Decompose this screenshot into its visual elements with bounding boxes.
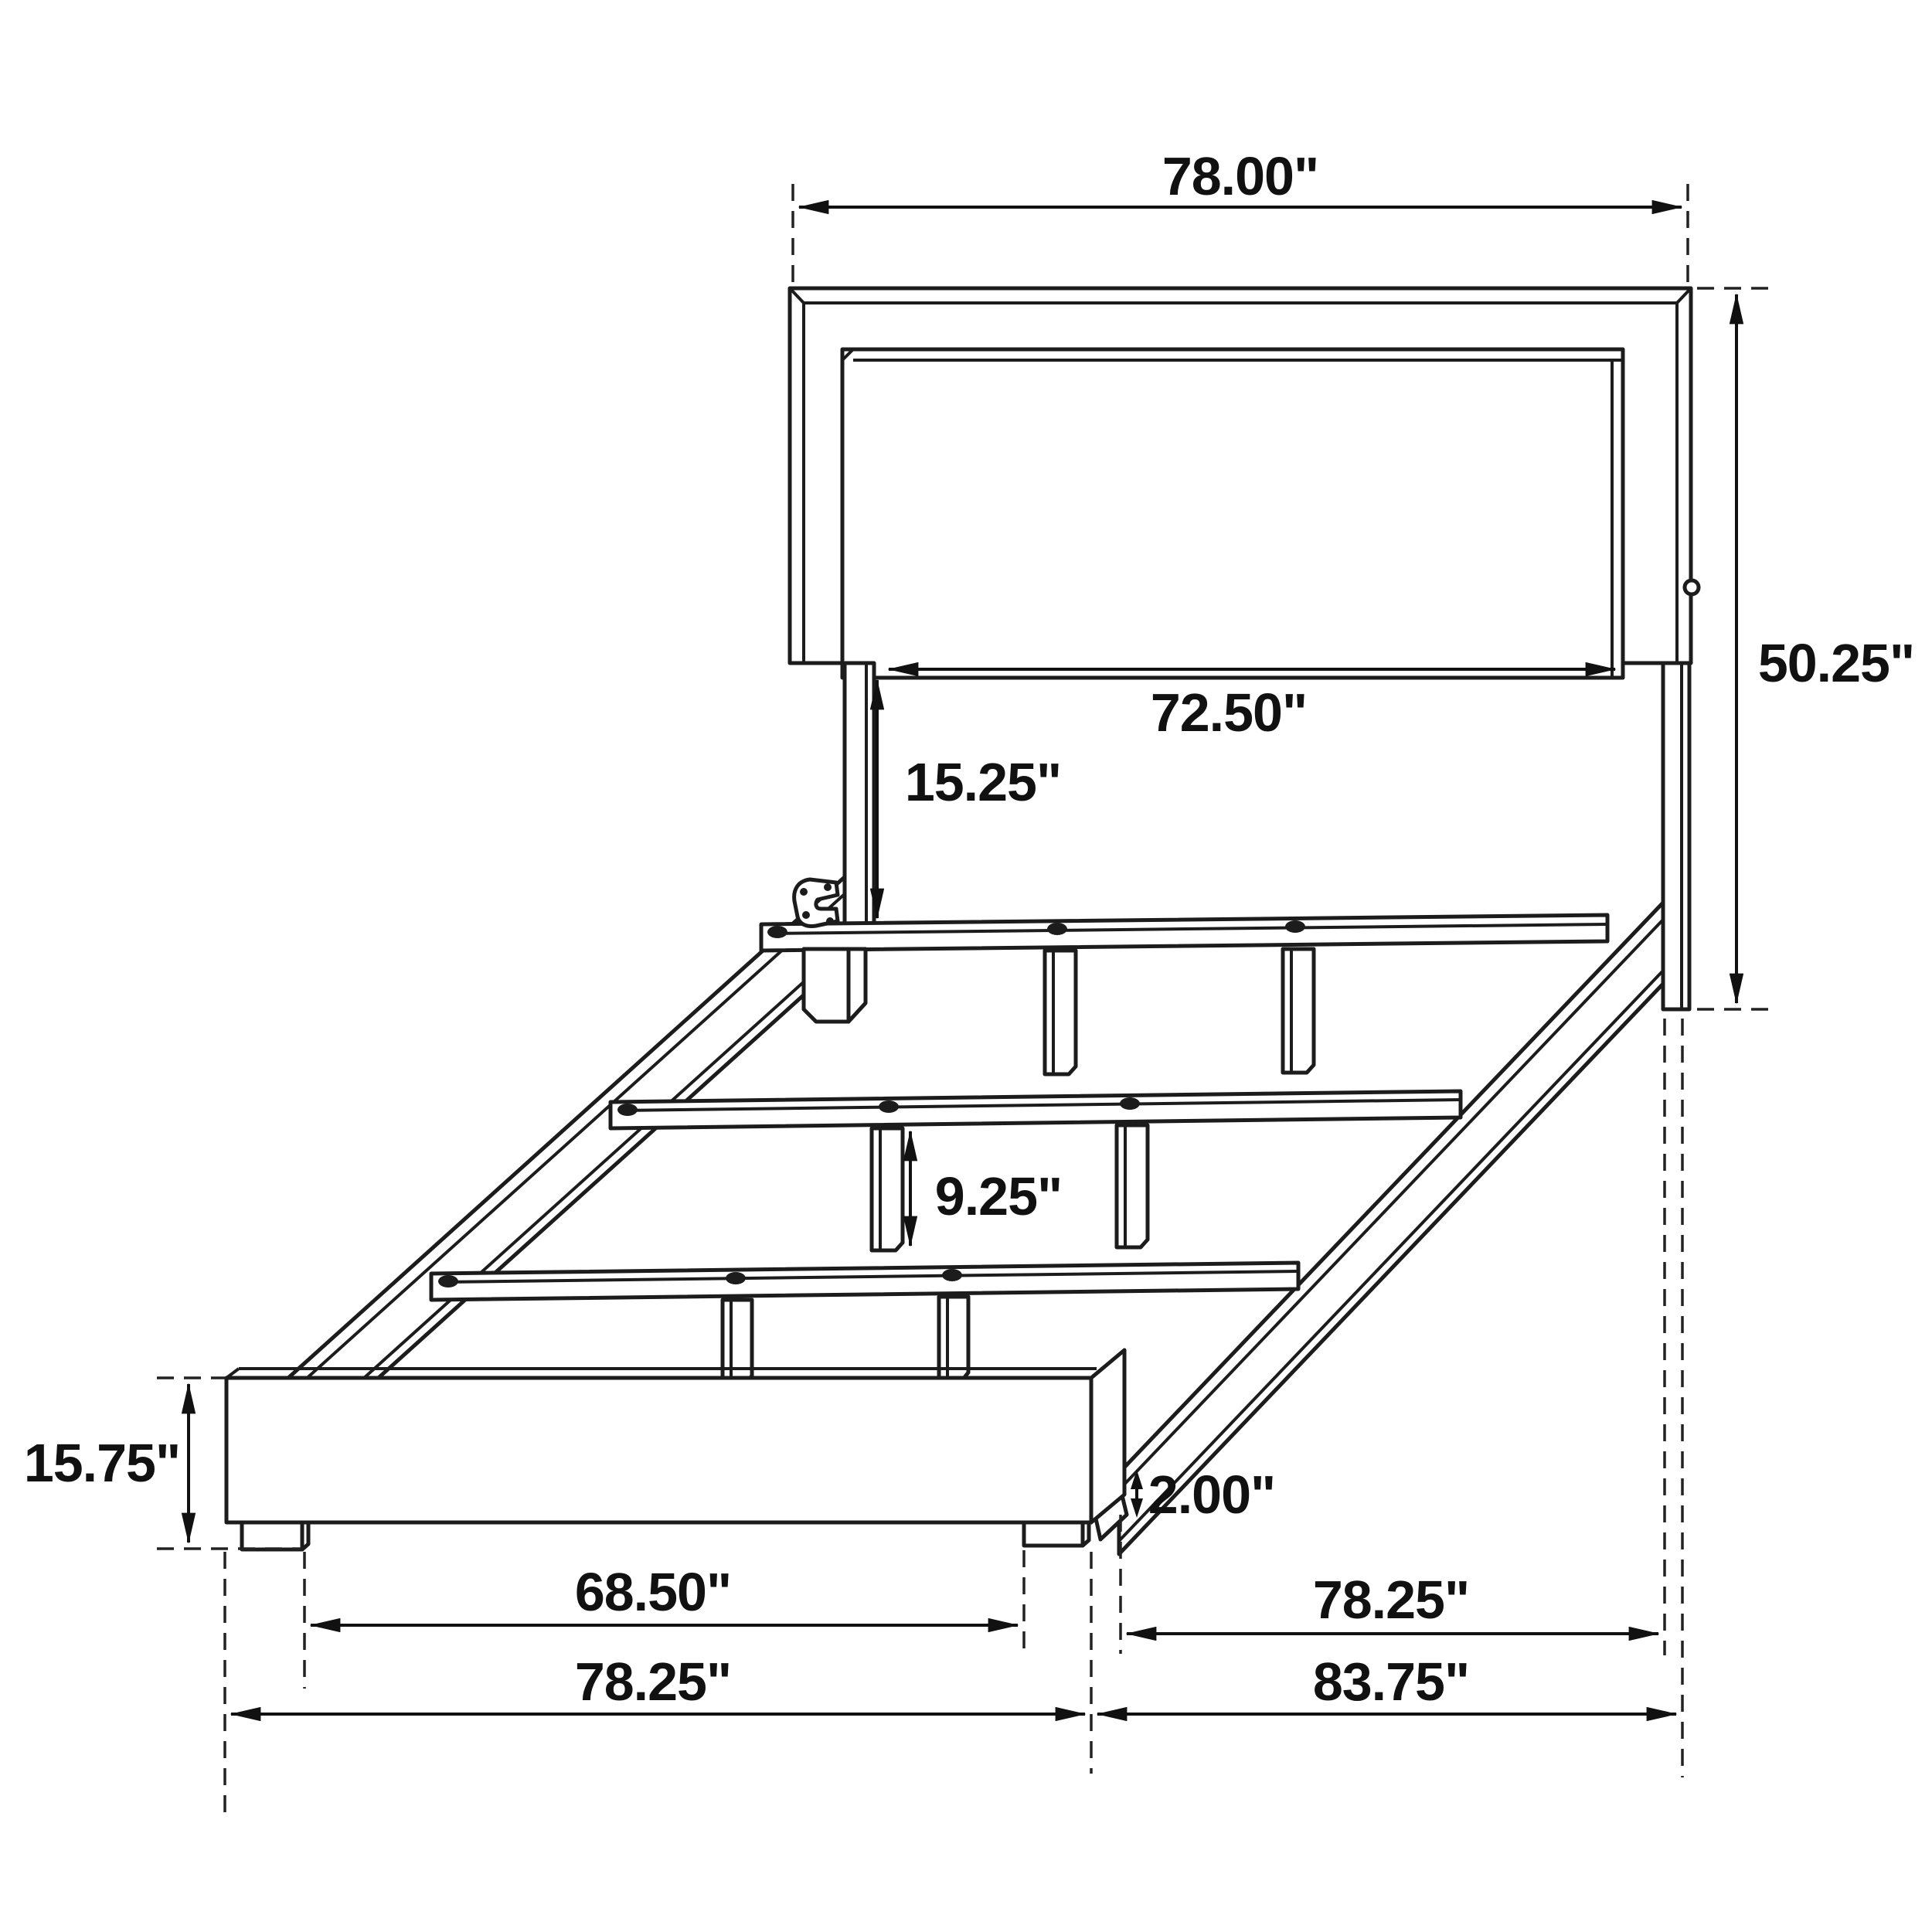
support-slat-1 [761,915,1607,1074]
dim-headboard-inner-width [889,669,1615,743]
footboard-foot-right [1024,1522,1083,1546]
dim-headboard-height [1697,288,1914,1009]
headboard-leg-left [845,663,874,927]
headboard-leg-right [1663,663,1689,1009]
dim-label-overall-length: 83.75" [1312,1651,1470,1712]
headboard [790,288,1699,678]
headboard-panel [842,349,1623,678]
headboard-leg-left-foot [804,949,866,1022]
dim-rail-bottom-thickness [1131,1464,1275,1525]
support-slat-3 [431,1263,1298,1383]
slat1-leg-right [1283,949,1314,1073]
dim-label-panel-to-slat: 15.25" [904,752,1062,812]
dim-label-headboard-inner-width: 72.50" [1150,682,1308,743]
slat3-leg-left [723,1300,752,1383]
dim-panel-to-slat [877,680,1061,918]
dim-label-headboard-width: 78.00" [1162,146,1319,206]
dim-label-rail-bottom-thickness: 2.00" [1148,1464,1276,1525]
dim-label-feet-inner-span: 68.50" [574,1562,732,1622]
dim-label-slat-leg-height: 9.25" [934,1166,1063,1226]
side-rail-right [1119,903,1663,1554]
dim-label-footboard-width: 78.25" [574,1651,732,1712]
footboard-foot-left [242,1522,302,1549]
dim-label-headboard-height: 50.25" [1757,633,1915,693]
dim-overall-length [1097,1019,1682,1777]
dim-headboard-width [793,146,1688,283]
dim-label-footboard-height: 15.75" [23,1433,181,1493]
footboard-side-face [1091,1350,1124,1522]
footboard [226,1350,1127,1549]
dim-slat-leg-height [910,1131,1062,1246]
slat2-leg-right [1117,1125,1148,1247]
footboard-front-face [226,1378,1091,1522]
slat2-leg-left [872,1128,903,1250]
headboard-knob [1685,580,1699,594]
dim-label-side-rail-length: 78.25" [1312,1570,1470,1630]
slat1-leg-left [1045,951,1076,1074]
